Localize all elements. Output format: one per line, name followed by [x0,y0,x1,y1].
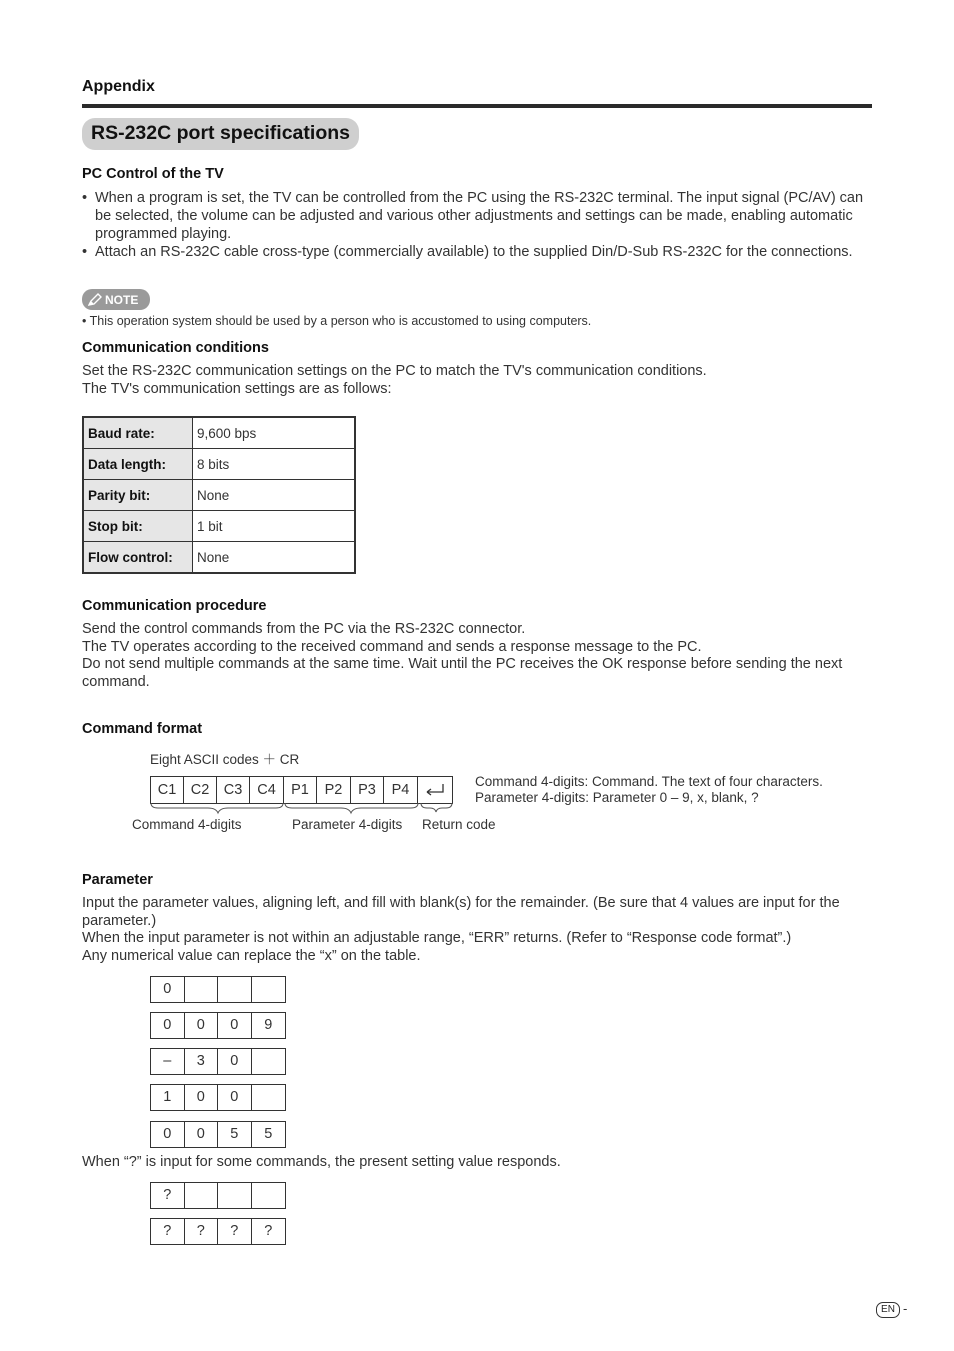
parameter-line3: Any numerical value can replace the “x” on the table. [82,948,421,964]
parameter-digit: 0 [218,1049,252,1074]
return-arrow-icon [424,783,446,797]
parameter-example-grid [150,976,286,1003]
pc-control-bullets [82,189,872,261]
note-text: • This operation system should be used by a person who is accustomed to using computers. [82,314,592,328]
command-cell: C2 [184,777,217,803]
parameter-digit: 5 [264,1126,273,1142]
parameter-digit: ? [151,1219,185,1244]
parameter-digit [252,977,286,1002]
comm-procedure-heading: Communication procedure [82,598,267,614]
parameter-example-grid [150,1012,286,1039]
command-format-heading: Command format [82,721,203,737]
parameter-digit: – [151,1049,185,1074]
parameter-digit: 0 [151,977,185,1002]
pc-control-heading: PC Control of the TV [82,166,224,182]
table-row [83,449,355,480]
parameter-example-grid [150,1048,286,1075]
row-key: Parity bit: [83,480,193,511]
table-row [83,542,355,574]
query-example-grid [150,1182,286,1209]
parameter-digit: ? [218,1219,252,1244]
return-code-label: Return code [422,817,496,832]
parameter-digit: 0 [218,1013,252,1038]
note-badge: NOTE [82,289,150,310]
parameter-desc: Parameter 4-digits: Parameter 0 – 9, x, blank, ? [475,790,759,805]
table-row [83,511,355,542]
parameter-digit [252,1049,286,1074]
parameter-digit [218,977,252,1002]
list-item: • When a program is set, the TV can be controlled from the PC using the RS-232C terminal. The input signal (PC/AV) can be selected, the volume can be adjusted and various other adjustments and settings can be made, enabling automatic programmed playing. [82,190,864,242]
parameter-digits-label: Parameter 4-digits [292,817,403,832]
command-cell: C4 [250,777,284,803]
command-cell: C3 [217,777,250,803]
command-digits-label: Command 4-digits [132,817,242,832]
parameter-digit: ? [185,1219,219,1244]
comm-procedure-line2: The TV operates according to the received command and sends a response message to the PC. [82,639,702,655]
row-key: Stop bit: [83,511,193,542]
parameter-example-grid [150,1121,286,1148]
comm-procedure-line3: Do not send multiple commands at the same time. Wait until the PC receives the OK response before sending the next command. [82,656,843,690]
parameter-digit [185,977,219,1002]
command-desc: Command 4-digits: Command. The text of four characters. [475,774,823,789]
parameter-line1: Input the parameter values, aligning left, and fill with blank(s) for the remainder. (Be sure that 4 values are input for the parameter.) [82,895,840,929]
page-number-suffix: - [903,1301,908,1316]
command-cell: C1 [151,777,184,803]
parameter-digit [252,1183,286,1208]
return-cell [418,777,452,803]
parameter-digit: 0 [185,1085,219,1110]
command-format-diagram [150,776,453,804]
row-key: Flow control: [83,542,193,574]
table-row [83,417,355,449]
list-item: • Attach an RS-232C cable cross-type (commercially available) to the supplied Din/D-Sub RS-232C for the connections. [82,244,853,260]
language-badge: EN [876,1302,900,1318]
parameter-digit: 0 [151,1013,185,1038]
parameter-digit: 0 [218,1085,252,1110]
communication-settings-table [82,416,356,574]
parameter-example-grid [150,1084,286,1111]
row-value: None [193,480,356,511]
parameter-cell: P4 [384,777,418,803]
parameter-cell: P1 [284,777,317,803]
row-value: None [193,542,356,574]
parameter-digit: ? [264,1223,273,1239]
parameter-digit: 0 [185,1013,219,1038]
comm-conditions-line2: The TV's communication settings are as follows: [82,381,392,397]
comm-conditions-heading: Communication conditions [82,340,269,356]
query-example-grid [150,1218,286,1245]
section-label: Appendix [82,78,155,95]
parameter-digit: 3 [185,1049,219,1074]
parameter-cell: P2 [317,777,351,803]
parameter-digit: ? [151,1183,185,1208]
comm-procedure-line1: Send the control commands from the PC via the RS-232C connector. [82,621,526,637]
parameter-digit: 9 [264,1017,273,1033]
parameter-digit: 1 [151,1085,185,1110]
parameter-digit [218,1183,252,1208]
parameter-line2: When the input parameter is not within an adjustable range, “ERR” returns. (Refer to “Response code format”.) [82,930,792,946]
pencil-icon [88,293,102,306]
parameter-cell: P3 [351,777,384,803]
parameter-heading: Parameter [82,872,153,888]
row-key: Baud rate: [83,417,193,449]
row-key: Data length: [83,449,193,480]
query-text: When “?” is input for some commands, the present setting value responds. [82,1154,561,1170]
row-value: 8 bits [193,449,356,480]
parameter-digit: 0 [151,1122,185,1147]
header-rule [82,104,872,108]
row-value: 9,600 bps [193,417,356,449]
parameter-digit: 5 [218,1122,252,1147]
page-title: RS-232C port specifications [82,118,359,150]
command-format-top-label: Eight ASCII codes ＋ CR [150,752,300,767]
table-row [83,480,355,511]
row-value: 1 bit [193,511,356,542]
parameter-digit [252,1085,286,1110]
parameter-digit: 0 [185,1122,219,1147]
comm-conditions-line1: Set the RS-232C communication settings on the PC to match the TV's communication conditions. [82,363,707,379]
parameter-digit [185,1183,219,1208]
